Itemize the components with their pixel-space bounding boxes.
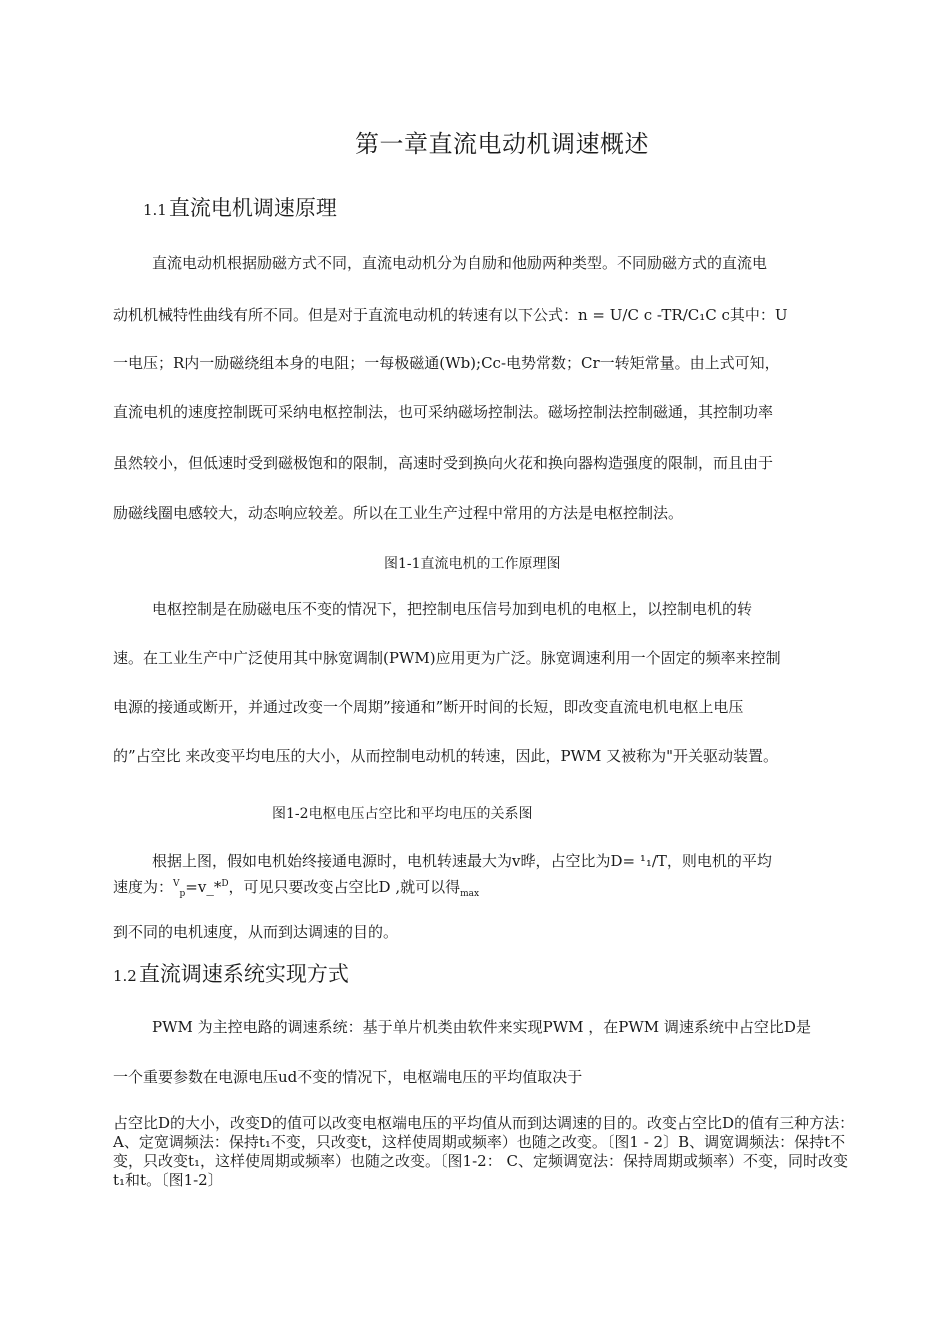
section-title: 直流电机调速原理	[168, 196, 337, 220]
paragraph-line: 电源的接通或断开，并通过改变一个周期”接通和”断开时间的长短，即改变直流电机电枢上电压	[113, 698, 744, 716]
paragraph-line: 根据上图，假如电机始终接通电源时，电机转速最大为v晔，占空比为D= ¹₁/T，则电机的平均	[152, 852, 772, 870]
formula-sub: p	[179, 889, 186, 899]
section-number: 1.2	[113, 967, 137, 985]
dense-paragraph: 占空比D的大小，改变D的值可以改变电枢端电压的平均值从而到达调速的目的。改变占空比D的值有三种方法：A、定宽调频法：保持t₁不变，只改变t，这样使周期或频率）也随之改变。〔图1 - 2〕B、调宽调频法：保持t不变，只改变t₁，这样使周期或频率）也随之改变。〔图1-2： C、定频调宽法：保持周期或频率）不变，同时改变t₁和t。〔图1-2〕	[113, 1114, 855, 1189]
formula-sup: D	[221, 879, 229, 889]
section-title: 直流调速系统实现方式	[138, 962, 349, 986]
paragraph-line: 直流电机的速度控制既可采纳电枢控制法，也可采纳磁场控制法。磁场控制法控制磁通，其控制功率	[113, 403, 774, 421]
section-heading-1-1	[143, 192, 337, 222]
section-number: 1.1	[143, 201, 167, 219]
formula-suffix: ，可见只要改变占空比D ,就可以得	[228, 878, 461, 896]
formula-sup: V	[173, 879, 180, 889]
formula-part: _*	[206, 878, 222, 896]
paragraph-line: 动机机械特性曲线有所不同。但是对于直流电动机的转速有以下公式：n = U/C c -TR/C₁C c其中：U	[113, 306, 788, 324]
figure-caption-1-1: 图1-1直流电机的工作原理图	[384, 556, 561, 572]
paragraph-line: 速。在工业生产中广泛使用其中脉宽调制(PWM)应用更为广泛。脉宽调速利用一个固定的频率来控制	[113, 649, 781, 667]
formula-part: =v	[185, 878, 207, 896]
paragraph-line: 到不同的电机速度，从而到达调速的目的。	[113, 923, 399, 941]
paragraph-line-formula	[113, 876, 479, 899]
formula-sub: max	[460, 889, 480, 899]
figure-caption-1-2: 图1-2电枢电压占空比和平均电压的关系图	[272, 806, 533, 822]
paragraph-line: PWM 为主控电路的调速系统：基于单片机类由软件来实现PWM ，在PWM 调速系统中占空比D是	[152, 1018, 811, 1036]
chapter-title: 第一章直流电动机调速概述	[355, 130, 649, 158]
paragraph-line: 虽然较小，但低速时受到磁极饱和的限制，高速时受到换向火花和换向器构造强度的限制，而且由于	[113, 454, 774, 472]
formula-prefix: 速度为：	[113, 878, 174, 896]
paragraph-line: 的”占空比 来改变平均电压的大小，从而控制电动机的转速，因此，PWM 又被称为"开关驱动装置。	[113, 747, 778, 765]
section-heading-1-2	[113, 958, 349, 988]
paragraph-line: 一个重要参数在电源电压ud不变的情况下，电枢端电压的平均值取决于	[113, 1068, 583, 1086]
paragraph-line: 一电压；R内一励磁绕组本身的电阻；一每极磁通(Wb);Cc-电势常数；Cr一转矩常量。由上式可知，	[113, 354, 780, 372]
paragraph-line: 电枢控制是在励磁电压不变的情况下，把控制电压信号加到电机的电枢上，以控制电机的转	[152, 600, 753, 618]
paragraph-line: 直流电动机根据励磁方式不同，直流电动机分为自励和他励两种类型。不同励磁方式的直流电	[152, 254, 768, 272]
paragraph-line: 励磁线圈电感较大，动态响应较差。所以在工业生产过程中常用的方法是电枢控制法。	[113, 504, 684, 522]
